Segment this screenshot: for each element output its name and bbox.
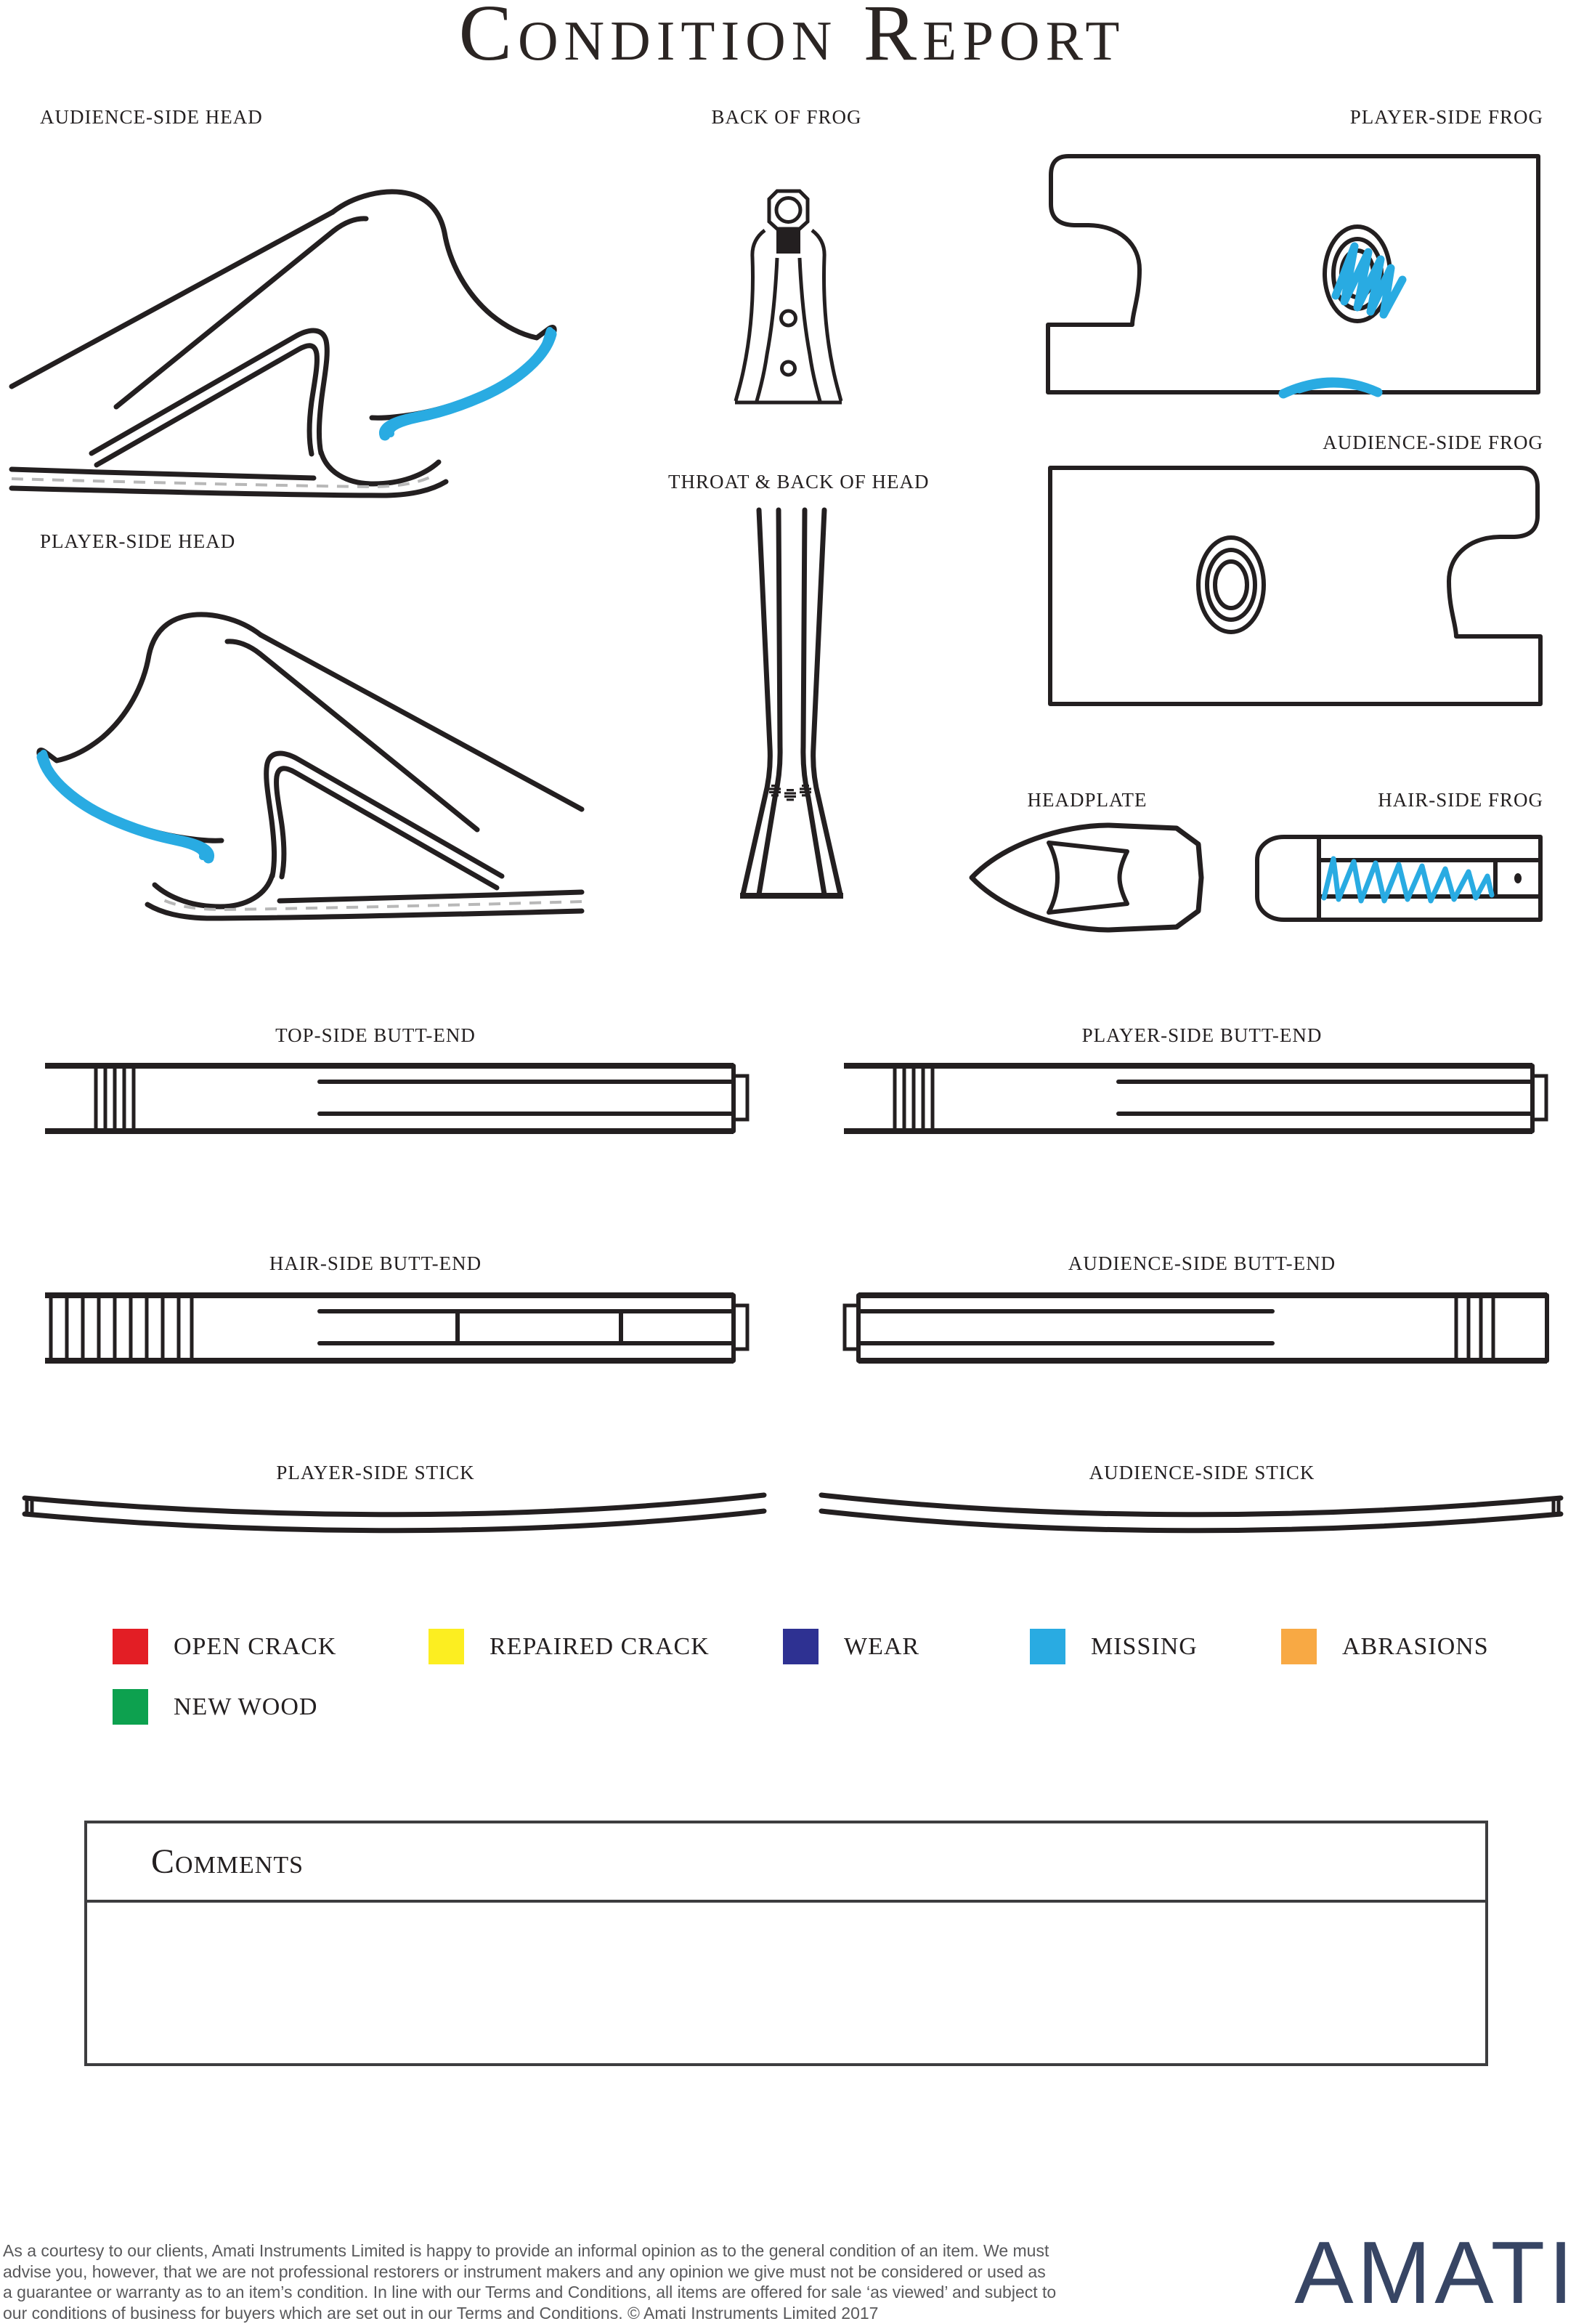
comments-input[interactable]: [87, 1903, 1485, 2063]
comments-section: [84, 1821, 1488, 2066]
label-player-side-head: PLAYER-SIDE HEAD: [40, 530, 236, 552]
disclaimer-line: a guarantee or warranty as to an item’s condition. In line with our Terms and Conditions, all items are offered for sale ‘as viewed’ and subject to: [3, 2283, 1057, 2301]
legend-item-open-crack: [113, 1629, 336, 1664]
label-back-of-frog: BACK OF FROG: [711, 106, 862, 128]
headplate-diagram: [967, 818, 1207, 937]
label-audience-side-butt-end: AUDIENCE-SIDE BUTT-END: [1068, 1252, 1336, 1274]
label-hair-side-butt-end: HAIR-SIDE BUTT-END: [269, 1252, 482, 1274]
label-player-side-butt-end: PLAYER-SIDE BUTT-END: [1081, 1024, 1323, 1046]
label-headplate: HEADPLATE: [1027, 789, 1148, 811]
label-audience-side-stick: AUDIENCE-SIDE STICK: [1089, 1462, 1315, 1483]
amati-logo: AMATI: [1294, 2223, 1577, 2322]
legend-item-repaired-crack: [429, 1629, 710, 1664]
player-side-butt-end-diagram: [842, 1062, 1551, 1135]
legend-label: NEW WOOD: [174, 1693, 318, 1720]
legend-label: REPAIRED CRACK: [490, 1632, 710, 1660]
legend-item-wear: [783, 1629, 919, 1664]
disclaimer-line: As a courtesy to our clients, Amati Instruments Limited is happy to provide an informal opinion as to the general condition of an item. We must: [3, 2241, 1049, 2260]
label-top-side-butt-end: TOP-SIDE BUTT-END: [275, 1024, 476, 1046]
back-of-frog-diagram: [732, 189, 852, 410]
label-player-side-frog: PLAYER-SIDE FROG: [1349, 106, 1543, 128]
hair-side-frog-diagram: [1254, 834, 1544, 923]
audience-side-head-diagram: [9, 141, 582, 468]
label-hair-side-frog: HAIR-SIDE FROG: [1378, 789, 1543, 811]
disclaimer-line: our conditions of business for buyers which are set out in our Terms and Conditions. © Amati Instruments Limited 2017: [3, 2303, 879, 2323]
throat-back-of-head-diagram: [737, 507, 846, 899]
missing-swatch: [1030, 1629, 1065, 1664]
repaired-crack-swatch: [429, 1629, 464, 1664]
legend-label: ABRASIONS: [1342, 1632, 1489, 1660]
legend-item-abrasions: [1281, 1629, 1489, 1664]
player-side-stick-diagram: [20, 1491, 768, 1534]
missing-mark-bottom-2: [1299, 384, 1365, 390]
audience-side-frog-diagram: [1044, 463, 1545, 710]
top-side-butt-end-diagram: [44, 1062, 752, 1135]
comments-label: Comments: [87, 1823, 1485, 1903]
player-side-head-diagram: [11, 564, 585, 891]
abrasions-swatch: [1281, 1629, 1317, 1664]
label-audience-side-frog: AUDIENCE-SIDE FROG: [1323, 432, 1543, 453]
legend-item-missing: [1030, 1629, 1198, 1664]
label-throat-back-of-head: THROAT & BACK OF HEAD: [668, 471, 930, 493]
disclaimer-line: advise you, however, that we are not professional restorers or instrument makers and any opinion we give must not be considered or used as: [3, 2262, 1046, 2281]
legend-item-new-wood: [113, 1689, 317, 1725]
label-player-side-stick: PLAYER-SIDE STICK: [276, 1462, 475, 1483]
legend-label: WEAR: [844, 1632, 920, 1660]
audience-side-butt-end-diagram: [842, 1292, 1551, 1364]
new-wood-swatch: [113, 1689, 148, 1725]
player-side-frog-diagram: [1044, 152, 1545, 399]
label-audience-side-head: AUDIENCE-SIDE HEAD: [40, 106, 263, 128]
page-title: Condition Report: [458, 0, 1126, 77]
wear-swatch: [783, 1629, 819, 1664]
legend-label: OPEN CRACK: [174, 1632, 337, 1660]
audience-side-stick-diagram: [817, 1491, 1565, 1534]
open-crack-swatch: [113, 1629, 148, 1664]
legend-label: MISSING: [1091, 1632, 1198, 1660]
disclaimer-text: [3, 2240, 1252, 2323]
hair-side-butt-end-diagram: [44, 1292, 752, 1364]
